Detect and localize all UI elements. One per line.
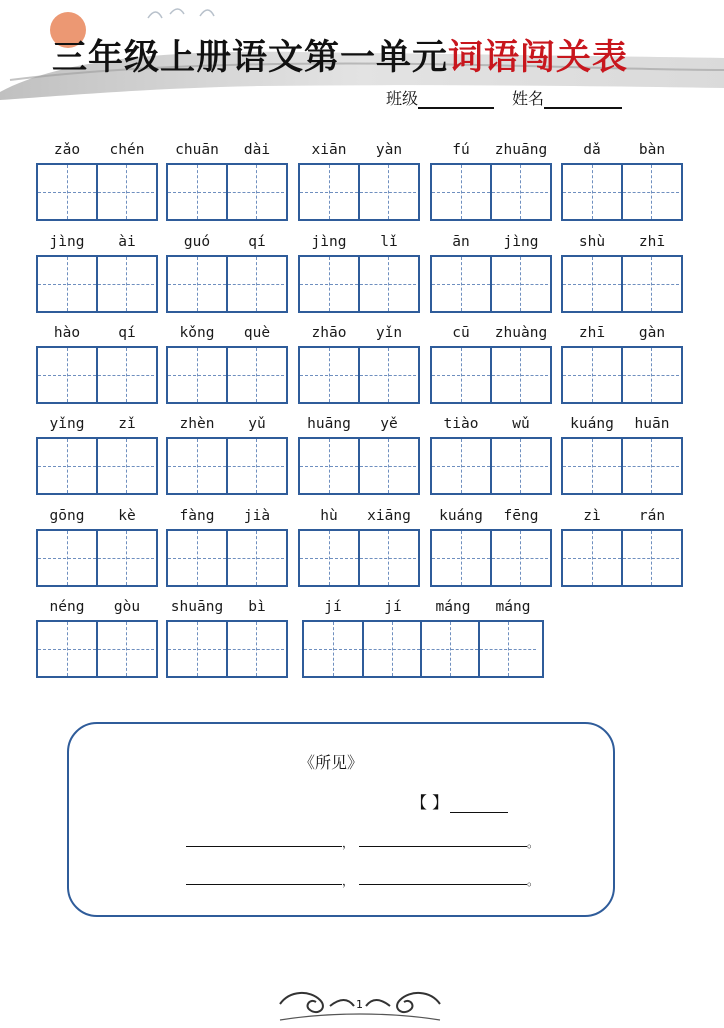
pinyin-syllable: gàn bbox=[638, 325, 666, 341]
pinyin-syllable: jià bbox=[243, 508, 271, 524]
pinyin-syllable: hào bbox=[53, 325, 81, 341]
pinyin-row bbox=[430, 232, 552, 254]
pinyin-syllable: gòu bbox=[113, 599, 141, 615]
pinyin-syllable: jí bbox=[324, 599, 342, 615]
pinyin-row bbox=[166, 323, 288, 345]
poem-title: 《所见》 bbox=[299, 753, 364, 772]
writing-cell[interactable] bbox=[300, 165, 358, 219]
writing-cell[interactable] bbox=[226, 622, 284, 676]
pinyin-syllable: ān bbox=[452, 234, 470, 250]
poem-line-3-blank[interactable] bbox=[186, 870, 342, 885]
tianzige-writing-boxes bbox=[298, 163, 420, 221]
writing-cell[interactable] bbox=[563, 439, 621, 493]
writing-cell[interactable] bbox=[300, 257, 358, 311]
pinyin-syllable: kǒng bbox=[179, 325, 215, 341]
pinyin-syllable: bàn bbox=[638, 142, 666, 158]
tianzige-writing-boxes bbox=[302, 620, 544, 678]
writing-cell[interactable] bbox=[490, 531, 548, 585]
writing-cell[interactable] bbox=[420, 622, 478, 676]
pinyin-row bbox=[166, 414, 288, 436]
pinyin-syllable: yǔ bbox=[248, 416, 266, 432]
author-blank[interactable] bbox=[450, 798, 508, 813]
title-highlight: 词语闯关表 bbox=[448, 37, 629, 78]
poem-comma-1: ， bbox=[342, 836, 355, 850]
tianzige-writing-boxes bbox=[166, 529, 288, 587]
pinyin-syllable: kè bbox=[118, 508, 136, 524]
tianzige-writing-boxes bbox=[166, 437, 288, 495]
pinyin-syllable: qí bbox=[248, 234, 266, 250]
name-label: 姓名 bbox=[512, 89, 545, 108]
writing-cell[interactable] bbox=[358, 257, 416, 311]
cloud-swirl-icon bbox=[148, 9, 214, 18]
pinyin-syllable: rán bbox=[638, 508, 666, 524]
writing-cell[interactable] bbox=[432, 348, 490, 402]
word-item bbox=[36, 506, 158, 589]
pinyin-syllable: shù bbox=[578, 234, 606, 250]
pinyin-syllable: zǎo bbox=[53, 142, 81, 158]
pinyin-syllable: zhuàng bbox=[494, 325, 548, 341]
tianzige-writing-boxes bbox=[166, 163, 288, 221]
pinyin-syllable: kuáng bbox=[439, 508, 483, 524]
writing-cell[interactable] bbox=[300, 348, 358, 402]
writing-cell[interactable] bbox=[96, 257, 154, 311]
writing-cell[interactable] bbox=[38, 531, 96, 585]
writing-cell[interactable] bbox=[621, 165, 679, 219]
writing-cell[interactable] bbox=[96, 348, 154, 402]
writing-cell[interactable] bbox=[226, 439, 284, 493]
pinyin-syllable: fēng bbox=[503, 508, 539, 524]
page-number: 1 bbox=[356, 998, 363, 1011]
writing-cell[interactable] bbox=[38, 348, 96, 402]
pinyin-syllable: dǎ bbox=[583, 142, 601, 158]
pinyin-syllable: zhuāng bbox=[494, 142, 548, 158]
writing-cell[interactable] bbox=[226, 257, 284, 311]
word-item bbox=[430, 232, 552, 315]
pinyin-syllable: guó bbox=[183, 234, 211, 250]
tianzige-writing-boxes bbox=[430, 529, 552, 587]
writing-cell[interactable] bbox=[168, 165, 226, 219]
writing-cell[interactable] bbox=[432, 439, 490, 493]
class-blank[interactable] bbox=[418, 89, 494, 109]
pinyin-syllable: jí bbox=[384, 599, 402, 615]
tianzige-writing-boxes bbox=[298, 529, 420, 587]
pinyin-row bbox=[298, 506, 420, 528]
pinyin-row bbox=[36, 323, 158, 345]
word-item bbox=[430, 414, 552, 497]
word-item bbox=[36, 140, 158, 223]
writing-cell[interactable] bbox=[300, 439, 358, 493]
pinyin-syllable: fú bbox=[452, 142, 470, 158]
footer-ornament bbox=[270, 984, 450, 1024]
tianzige-writing-boxes bbox=[430, 255, 552, 313]
writing-cell[interactable] bbox=[621, 531, 679, 585]
word-item bbox=[302, 597, 544, 680]
word-item bbox=[298, 232, 420, 315]
word-item bbox=[36, 414, 158, 497]
pinyin-syllable: yàn bbox=[375, 142, 403, 158]
tianzige-writing-boxes bbox=[561, 529, 683, 587]
pinyin-syllable: jìng bbox=[49, 234, 85, 250]
writing-cell[interactable] bbox=[96, 165, 154, 219]
writing-cell[interactable] bbox=[490, 348, 548, 402]
word-item bbox=[561, 414, 683, 497]
dynasty-brackets: 【 】 bbox=[411, 793, 449, 812]
writing-cell[interactable] bbox=[226, 531, 284, 585]
writing-cell[interactable] bbox=[621, 257, 679, 311]
pinyin-row bbox=[298, 323, 420, 345]
pinyin-syllable: yǐn bbox=[375, 325, 403, 341]
poem-period-2: 。 bbox=[527, 874, 540, 888]
pinyin-row bbox=[430, 414, 552, 436]
word-item bbox=[166, 414, 288, 497]
word-item bbox=[166, 597, 288, 680]
tianzige-writing-boxes bbox=[36, 620, 158, 678]
writing-cell[interactable] bbox=[432, 165, 490, 219]
tianzige-writing-boxes bbox=[561, 346, 683, 404]
pinyin-syllable: tiào bbox=[443, 416, 479, 432]
word-item bbox=[561, 323, 683, 406]
writing-cell[interactable] bbox=[563, 257, 621, 311]
author-field[interactable] bbox=[411, 790, 508, 813]
pinyin-row bbox=[298, 414, 420, 436]
class-label: 班级 bbox=[386, 89, 419, 108]
writing-cell[interactable] bbox=[358, 439, 416, 493]
writing-cell[interactable] bbox=[96, 622, 154, 676]
pinyin-row bbox=[166, 232, 288, 254]
writing-cell[interactable] bbox=[38, 622, 96, 676]
pinyin-syllable: wǔ bbox=[512, 416, 530, 432]
pinyin-syllable: chén bbox=[109, 142, 145, 158]
word-item bbox=[36, 597, 158, 680]
writing-cell[interactable] bbox=[432, 531, 490, 585]
pinyin-syllable: xiāng bbox=[367, 508, 411, 524]
tianzige-writing-boxes bbox=[36, 255, 158, 313]
writing-cell[interactable] bbox=[38, 165, 96, 219]
tianzige-writing-boxes bbox=[166, 620, 288, 678]
writing-cell[interactable] bbox=[38, 257, 96, 311]
name-field[interactable] bbox=[512, 86, 622, 109]
writing-cell[interactable] bbox=[358, 531, 416, 585]
pinyin-syllable: huāng bbox=[307, 416, 351, 432]
writing-cell[interactable] bbox=[563, 531, 621, 585]
writing-cell[interactable] bbox=[362, 622, 420, 676]
writing-cell[interactable] bbox=[490, 439, 548, 493]
word-item bbox=[561, 506, 683, 589]
pinyin-syllable: lǐ bbox=[380, 234, 398, 250]
pinyin-row bbox=[36, 140, 158, 162]
pinyin-syllable: chuān bbox=[175, 142, 219, 158]
word-item bbox=[561, 140, 683, 223]
word-item bbox=[430, 506, 552, 589]
pinyin-syllable: jìng bbox=[503, 234, 539, 250]
writing-cell[interactable] bbox=[226, 165, 284, 219]
pinyin-row bbox=[561, 414, 683, 436]
writing-cell[interactable] bbox=[478, 622, 536, 676]
writing-cell[interactable] bbox=[563, 348, 621, 402]
tianzige-writing-boxes bbox=[561, 437, 683, 495]
writing-cell[interactable] bbox=[96, 439, 154, 493]
poem-line-1-blank[interactable] bbox=[186, 832, 342, 847]
tianzige-writing-boxes bbox=[430, 437, 552, 495]
pinyin-syllable: zhèn bbox=[179, 416, 215, 432]
writing-cell[interactable] bbox=[490, 165, 548, 219]
pinyin-syllable: zǐ bbox=[118, 416, 136, 432]
pinyin-row bbox=[561, 140, 683, 162]
word-item bbox=[298, 414, 420, 497]
name-blank[interactable] bbox=[544, 89, 622, 109]
pinyin-syllable: fàng bbox=[179, 508, 215, 524]
pinyin-row bbox=[561, 232, 683, 254]
poem-box bbox=[67, 722, 615, 917]
pinyin-syllable: yǐng bbox=[49, 416, 85, 432]
tianzige-writing-boxes bbox=[36, 437, 158, 495]
pinyin-syllable: máng bbox=[435, 599, 471, 615]
word-item bbox=[298, 140, 420, 223]
pinyin-row bbox=[36, 232, 158, 254]
pinyin-row bbox=[36, 597, 158, 619]
writing-cell[interactable] bbox=[304, 622, 362, 676]
class-field[interactable] bbox=[386, 86, 494, 109]
pinyin-row bbox=[166, 597, 288, 619]
pinyin-syllable: néng bbox=[49, 599, 85, 615]
pinyin-syllable: zhāo bbox=[311, 325, 347, 341]
pinyin-syllable: huān bbox=[634, 416, 670, 432]
word-item bbox=[298, 506, 420, 589]
poem-comma-2: ， bbox=[342, 874, 355, 888]
pinyin-syllable: zhī bbox=[638, 234, 666, 250]
writing-cell[interactable] bbox=[168, 622, 226, 676]
pinyin-syllable: ài bbox=[118, 234, 136, 250]
header-banner bbox=[0, 0, 724, 100]
pinyin-syllable: zì bbox=[583, 508, 601, 524]
word-item bbox=[166, 232, 288, 315]
writing-cell[interactable] bbox=[300, 531, 358, 585]
pinyin-syllable: jìng bbox=[311, 234, 347, 250]
writing-cell[interactable] bbox=[358, 348, 416, 402]
pinyin-row bbox=[36, 506, 158, 528]
pinyin-row bbox=[298, 232, 420, 254]
pinyin-syllable: hù bbox=[320, 508, 338, 524]
pinyin-row bbox=[430, 140, 552, 162]
word-item bbox=[166, 140, 288, 223]
pinyin-syllable: kuáng bbox=[570, 416, 614, 432]
poem-line-4-blank[interactable] bbox=[359, 870, 527, 885]
word-item bbox=[36, 323, 158, 406]
tianzige-writing-boxes bbox=[298, 437, 420, 495]
tianzige-writing-boxes bbox=[561, 163, 683, 221]
pinyin-syllable: shuāng bbox=[170, 599, 224, 615]
pinyin-syllable: qí bbox=[118, 325, 136, 341]
writing-cell[interactable] bbox=[563, 165, 621, 219]
pinyin-syllable: què bbox=[243, 325, 271, 341]
tianzige-writing-boxes bbox=[298, 346, 420, 404]
pinyin-row bbox=[298, 140, 420, 162]
tianzige-writing-boxes bbox=[561, 255, 683, 313]
tianzige-writing-boxes bbox=[36, 163, 158, 221]
pinyin-row bbox=[561, 506, 683, 528]
pinyin-syllable: bì bbox=[248, 599, 266, 615]
pinyin-row bbox=[166, 140, 288, 162]
tianzige-writing-boxes bbox=[166, 255, 288, 313]
word-item bbox=[430, 140, 552, 223]
word-item bbox=[166, 506, 288, 589]
writing-cell[interactable] bbox=[621, 439, 679, 493]
writing-cell[interactable] bbox=[168, 257, 226, 311]
word-item bbox=[36, 232, 158, 315]
writing-cell[interactable] bbox=[96, 531, 154, 585]
writing-cell[interactable] bbox=[490, 257, 548, 311]
pinyin-row bbox=[430, 506, 552, 528]
pinyin-syllable: gōng bbox=[49, 508, 85, 524]
pinyin-syllable: cū bbox=[452, 325, 470, 341]
pinyin-syllable: yě bbox=[380, 416, 398, 432]
writing-cell[interactable] bbox=[432, 257, 490, 311]
tianzige-writing-boxes bbox=[298, 255, 420, 313]
pinyin-row bbox=[302, 597, 544, 619]
tianzige-writing-boxes bbox=[430, 346, 552, 404]
tianzige-writing-boxes bbox=[36, 529, 158, 587]
writing-cell[interactable] bbox=[168, 531, 226, 585]
worksheet-title bbox=[52, 30, 628, 80]
pinyin-syllable: máng bbox=[495, 599, 531, 615]
writing-cell[interactable] bbox=[226, 348, 284, 402]
pinyin-syllable: xiān bbox=[311, 142, 347, 158]
tianzige-writing-boxes bbox=[36, 346, 158, 404]
pinyin-row bbox=[36, 414, 158, 436]
pinyin-row bbox=[166, 506, 288, 528]
poem-period-1: 。 bbox=[527, 836, 540, 850]
writing-cell[interactable] bbox=[168, 348, 226, 402]
word-item bbox=[166, 323, 288, 406]
writing-cell[interactable] bbox=[168, 439, 226, 493]
word-item bbox=[298, 323, 420, 406]
pinyin-syllable: zhī bbox=[578, 325, 606, 341]
word-item bbox=[561, 232, 683, 315]
word-item bbox=[430, 323, 552, 406]
poem-line-2-blank[interactable] bbox=[359, 832, 527, 847]
tianzige-writing-boxes bbox=[430, 163, 552, 221]
writing-cell[interactable] bbox=[621, 348, 679, 402]
title-main: 三年级上册语文第一单元 bbox=[52, 37, 449, 78]
tianzige-writing-boxes bbox=[166, 346, 288, 404]
writing-cell[interactable] bbox=[38, 439, 96, 493]
pinyin-syllable: dài bbox=[243, 142, 271, 158]
writing-cell[interactable] bbox=[358, 165, 416, 219]
pinyin-row bbox=[430, 323, 552, 345]
pinyin-row bbox=[561, 323, 683, 345]
